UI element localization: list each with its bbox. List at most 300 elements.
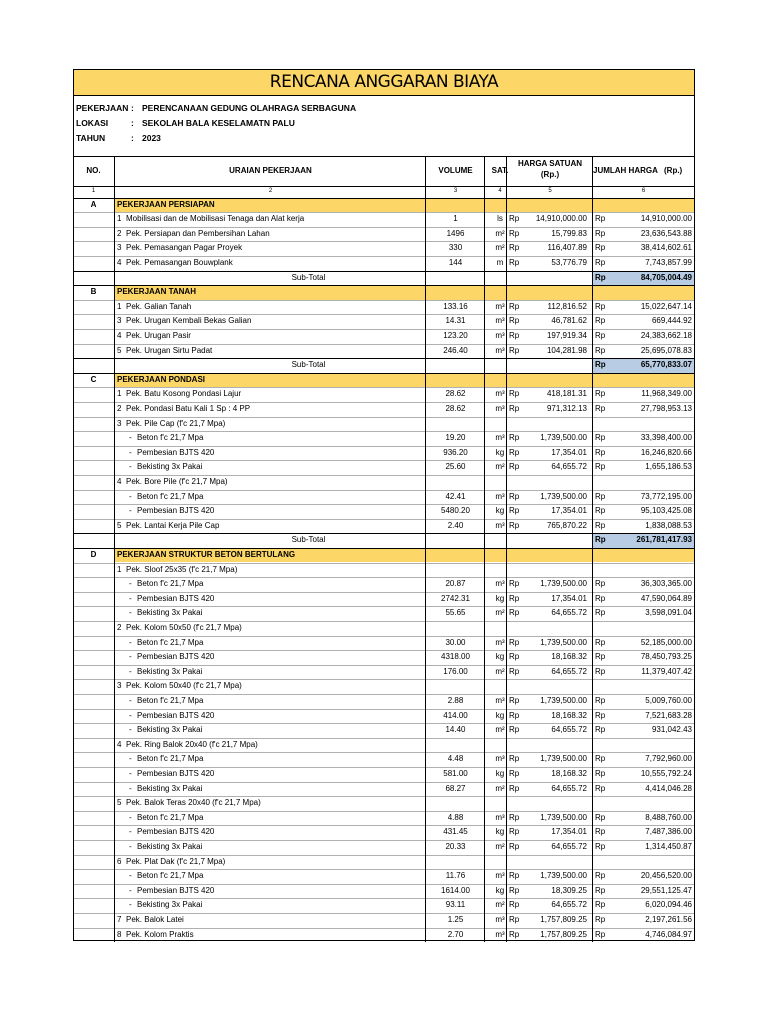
- row-divider: [74, 723, 694, 724]
- section-title: PEKERJAAN PERSIAPAN: [117, 199, 215, 209]
- item-volume: 133.16: [443, 301, 468, 311]
- item-description: Pembesian BJTS 420: [137, 447, 215, 457]
- item-volume: 28.62: [445, 403, 466, 413]
- bullet-dash: -: [129, 579, 132, 589]
- table-row: [74, 694, 694, 709]
- item-volume: 14.40: [445, 725, 466, 735]
- bullet-dash: -: [129, 900, 132, 910]
- table-row: [74, 709, 694, 724]
- currency-label: Rp: [595, 491, 606, 501]
- row-divider: [74, 694, 694, 695]
- table-row: [74, 811, 694, 826]
- row-divider: [74, 825, 694, 826]
- col-divider: [114, 156, 115, 942]
- item-unit-price: 14,910,000.00: [535, 214, 587, 224]
- row-divider: [74, 198, 694, 199]
- table-row: [74, 387, 694, 402]
- currency-label: Rp: [595, 360, 606, 370]
- info-value: PERENCANAAN GEDUNG OLAHRAGA SERBAGUNA: [142, 103, 357, 113]
- currency-label: Rp: [509, 783, 520, 793]
- table-row: [74, 446, 694, 461]
- header-harga-satuan: HARGA SATUAN: [518, 159, 582, 168]
- header-volume: VOLUME: [438, 166, 473, 175]
- currency-label: Rp: [595, 345, 606, 355]
- item-unit: kg: [495, 593, 505, 603]
- currency-label: Rp: [595, 243, 606, 253]
- currency-label: Rp: [509, 827, 520, 837]
- table-row: [74, 431, 694, 446]
- row-divider: [74, 592, 694, 593]
- item-description: Pek. Balok Latei: [126, 914, 184, 924]
- item-unit-price: 1,739,500.00: [540, 491, 587, 501]
- item-total: 10,555,792.24: [640, 768, 692, 778]
- item-number: 3: [117, 316, 122, 326]
- item-unit-price: 64,655.72: [551, 608, 587, 618]
- section-title: PEKERJAAN TANAH: [117, 287, 196, 297]
- item-unit: m²: [495, 725, 505, 735]
- item-unit: m³: [495, 345, 505, 355]
- section-header-row: [74, 373, 694, 388]
- bullet-dash: -: [129, 783, 132, 793]
- currency-label: Rp: [509, 652, 520, 662]
- item-volume: 1614.00: [441, 885, 470, 895]
- currency-label: Rp: [595, 330, 606, 340]
- item-description: Pembesian BJTS 420: [137, 710, 215, 720]
- currency-label: Rp: [509, 841, 520, 851]
- item-number: 1: [117, 214, 122, 224]
- item-unit: m²: [495, 608, 505, 618]
- currency-label: Rp: [509, 506, 520, 516]
- item-unit-price: 1,739,500.00: [540, 812, 587, 822]
- item-description: Pek. Kolom 50x40 (f'c 21,7 Mpa): [126, 681, 242, 691]
- currency-label: Rp: [509, 257, 520, 267]
- row-divider: [74, 271, 694, 272]
- item-number: 3: [117, 243, 122, 253]
- row-divider: [74, 636, 694, 637]
- item-volume: 936.20: [443, 447, 468, 457]
- item-volume: 144: [448, 257, 463, 267]
- subtotal-row: [74, 271, 694, 286]
- item-unit-price: 64,655.72: [551, 783, 587, 793]
- bullet-dash: -: [129, 593, 132, 603]
- item-number: 4: [117, 330, 122, 340]
- table-row: [74, 402, 694, 417]
- row-divider: [74, 811, 694, 812]
- table-row: [74, 563, 694, 578]
- currency-label: Rp: [509, 316, 520, 326]
- item-unit-price: 17,354.01: [551, 593, 587, 603]
- currency-label: Rp: [509, 637, 520, 647]
- item-total: 5,009,760.00: [645, 695, 692, 705]
- bullet-dash: -: [129, 666, 132, 676]
- item-total: 27,798,953.13: [640, 403, 692, 413]
- row-divider: [74, 329, 694, 330]
- item-description: Pek. Batu Kosong Pondasi Lajur: [126, 389, 242, 399]
- item-unit-price: 765,870.22: [546, 520, 587, 530]
- item-volume: 1: [453, 214, 458, 224]
- item-description: Pembesian BJTS 420: [137, 885, 215, 895]
- header-uraian: URAIAN PEKERJAAN: [229, 166, 312, 175]
- row-divider: [74, 256, 694, 257]
- currency-label: Rp: [595, 827, 606, 837]
- row-divider: [74, 417, 694, 418]
- item-total: 4,746,084.97: [645, 929, 692, 939]
- item-unit-price: 1,739,500.00: [540, 579, 587, 589]
- item-unit: m³: [495, 316, 505, 326]
- currency-label: Rp: [595, 447, 606, 457]
- table-row: [74, 782, 694, 797]
- item-total: 2,197,261.56: [645, 914, 692, 924]
- header-sat: SAT.: [491, 166, 509, 175]
- info-label: PEKERJAAN: [76, 103, 129, 113]
- item-unit-price: 18,309.25: [551, 885, 587, 895]
- currency-label: Rp: [595, 608, 606, 618]
- row-divider: [74, 884, 694, 885]
- item-unit-price: 1,739,500.00: [540, 754, 587, 764]
- currency-label: Rp: [595, 593, 606, 603]
- item-description: Pembesian BJTS 420: [137, 506, 215, 516]
- item-unit: m²: [495, 666, 505, 676]
- currency-label: Rp: [509, 666, 520, 676]
- colnum-1: 1: [91, 188, 96, 194]
- item-number: 3: [117, 681, 122, 691]
- item-unit: m³: [495, 914, 505, 924]
- item-unit: m³: [495, 301, 505, 311]
- item-volume: 2.88: [447, 695, 464, 705]
- currency-label: Rp: [509, 608, 520, 618]
- currency-label: Rp: [509, 447, 520, 457]
- item-unit-price: 46,781.62: [551, 316, 587, 326]
- item-unit-price: 17,354.01: [551, 506, 587, 516]
- currency-label: Rp: [595, 695, 606, 705]
- currency-label: Rp: [509, 593, 520, 603]
- item-total: 7,521,683.28: [645, 710, 692, 720]
- section-code: D: [90, 549, 97, 559]
- item-unit-price: 64,655.72: [551, 841, 587, 851]
- item-unit: m²: [495, 243, 505, 253]
- row-divider: [74, 840, 694, 841]
- item-total: 20,456,520.00: [640, 871, 692, 881]
- bullet-dash: -: [129, 433, 132, 443]
- document-title: RENCANA ANGGARAN BIAYA: [74, 70, 694, 96]
- item-number: 2: [117, 228, 122, 238]
- currency-label: Rp: [509, 433, 520, 443]
- item-description: Pek. Persiapan dan Pembersihan Lahan: [126, 228, 270, 238]
- currency-label: Rp: [509, 754, 520, 764]
- row-divider: [74, 782, 694, 783]
- section-code: B: [90, 287, 97, 297]
- colnum-4: 4: [498, 188, 502, 194]
- item-total: 95,103,425.08: [640, 506, 692, 516]
- header-jumlah-harga: JUMLAH HARGA: [593, 166, 658, 175]
- item-description: Bekisting 3x Pakai: [137, 608, 203, 618]
- row-divider: [74, 241, 694, 242]
- item-volume: 176.00: [443, 666, 468, 676]
- item-number: 5: [117, 798, 122, 808]
- currency-label: Rp: [509, 389, 520, 399]
- item-unit-price: 17,354.01: [551, 827, 587, 837]
- row-divider: [74, 563, 694, 564]
- item-description: Pek. Pondasi Batu Kali 1 Sp : 4 PP: [126, 403, 251, 413]
- row-divider: [74, 387, 694, 388]
- item-total: 4,414,046.28: [645, 783, 692, 793]
- bullet-dash: -: [129, 710, 132, 720]
- item-total: 52,185,000.00: [640, 637, 692, 647]
- item-description: Pek. Ring Balok 20x40 (f'c 21,7 Mpa): [126, 739, 258, 749]
- currency-label: Rp: [595, 579, 606, 589]
- table-row: [74, 723, 694, 738]
- item-unit: m²: [495, 900, 505, 910]
- table-row: [74, 636, 694, 651]
- item-volume: 55.65: [445, 608, 466, 618]
- section-code: A: [90, 199, 97, 209]
- row-divider: [74, 577, 694, 578]
- row-divider: [74, 475, 694, 476]
- item-unit-price: 104,281.98: [546, 345, 587, 355]
- item-volume: 25.60: [445, 462, 466, 472]
- item-unit: m³: [495, 403, 505, 413]
- item-total: 47,590,064.89: [640, 593, 692, 603]
- item-description: Pek. Pile Cap (f'c 21,7 Mpa): [126, 418, 226, 428]
- table-row: [74, 650, 694, 665]
- table-row: [74, 928, 694, 943]
- currency-label: Rp: [509, 768, 520, 778]
- table-row: [74, 606, 694, 621]
- info-label: LOKASI: [76, 118, 109, 128]
- currency-label: Rp: [509, 345, 520, 355]
- item-volume: 93.11: [445, 900, 466, 910]
- item-description: Beton f'c 21,7 Mpa: [137, 433, 204, 443]
- bullet-dash: -: [129, 885, 132, 895]
- item-description: Pembesian BJTS 420: [137, 768, 215, 778]
- currency-label: Rp: [595, 535, 606, 545]
- item-unit-price: 18,168.32: [551, 710, 587, 720]
- item-description: Pek. Urugan Sirtu Padat: [126, 345, 213, 355]
- item-unit: m²: [495, 783, 505, 793]
- currency-label: Rp: [509, 214, 520, 224]
- table-row: [74, 212, 694, 227]
- bullet-dash: -: [129, 841, 132, 851]
- col-divider: [425, 156, 426, 942]
- item-description: Bekisting 3x Pakai: [137, 725, 203, 735]
- item-unit-price: 1,757,809.25: [540, 914, 587, 924]
- currency-label: Rp: [509, 243, 520, 253]
- item-unit-price: 1,739,500.00: [540, 871, 587, 881]
- item-description: Pembesian BJTS 420: [137, 593, 215, 603]
- item-description: Beton f'c 21,7 Mpa: [137, 812, 204, 822]
- subtotal-value: 65,770,833.07: [640, 360, 692, 370]
- currency-label: Rp: [595, 316, 606, 326]
- row-divider: [74, 519, 694, 520]
- item-unit: kg: [495, 885, 505, 895]
- item-unit: kg: [495, 827, 505, 837]
- item-unit-price: 1,757,809.25: [540, 929, 587, 939]
- currency-label: Rp: [595, 506, 606, 516]
- row-divider: [74, 212, 694, 213]
- item-unit-price: 116,407.89: [547, 243, 587, 253]
- info-value: SEKOLAH BALA KESELAMATN PALU: [142, 118, 295, 128]
- item-description: Pek. Pemasangan Pagar Proyek: [126, 243, 243, 253]
- currency-label: Rp: [509, 710, 520, 720]
- item-description: Pek. Galian Tanah: [126, 301, 192, 311]
- currency-label: Rp: [595, 301, 606, 311]
- table-row: [74, 475, 694, 490]
- colnum-5: 5: [548, 188, 552, 194]
- header-no: NO.: [86, 166, 101, 175]
- item-volume: 123.20: [443, 330, 468, 340]
- item-unit: kg: [495, 652, 505, 662]
- row-divider: [74, 752, 694, 753]
- item-unit: m³: [495, 812, 505, 822]
- currency-label: Rp: [509, 301, 520, 311]
- currency-label: Rp: [509, 812, 520, 822]
- item-number: 5: [117, 520, 122, 530]
- row-divider: [74, 621, 694, 622]
- item-unit: m³: [495, 520, 505, 530]
- table-row: [74, 344, 694, 359]
- item-total: 15,022,647.14: [640, 301, 692, 311]
- item-total: 669,444.92: [651, 316, 692, 326]
- item-unit: m³: [495, 389, 505, 399]
- colnum-2: 2: [268, 188, 273, 194]
- item-volume: 1.25: [447, 914, 464, 924]
- item-unit: m³: [495, 929, 505, 939]
- row-divider: [74, 344, 694, 345]
- item-number: 1: [117, 301, 122, 311]
- table-row: [74, 314, 694, 329]
- item-unit-price: 1,739,500.00: [540, 695, 587, 705]
- item-unit-price: 18,168.32: [551, 652, 587, 662]
- item-unit: ls: [497, 214, 503, 224]
- row-divider: [74, 738, 694, 739]
- currency-label: Rp: [509, 403, 520, 413]
- subtotal-label: Sub-Total: [291, 272, 326, 282]
- item-volume: 4.48: [447, 754, 464, 764]
- col-divider: [592, 156, 593, 942]
- bullet-dash: -: [129, 725, 132, 735]
- item-unit-price: 18,168.32: [551, 768, 587, 778]
- bullet-dash: -: [129, 768, 132, 778]
- item-description: Bekisting 3x Pakai: [137, 783, 203, 793]
- item-unit: m³: [495, 491, 505, 501]
- table-row: [74, 227, 694, 242]
- item-total: 14,910,000.00: [640, 214, 692, 224]
- item-unit: m²: [495, 841, 505, 851]
- table-row: [74, 796, 694, 811]
- item-description: Pek. Bore Pile (f'c 21,7 Mpa): [126, 476, 228, 486]
- item-number: 5: [117, 345, 122, 355]
- item-volume: 68.27: [445, 783, 466, 793]
- item-unit: m³: [495, 637, 505, 647]
- info-colon: :: [131, 133, 134, 143]
- currency-label: Rp: [595, 710, 606, 720]
- item-volume: 19.20: [445, 433, 466, 443]
- row-divider: [74, 679, 694, 680]
- currency-label: Rp: [509, 228, 520, 238]
- currency-label: Rp: [595, 929, 606, 939]
- currency-label: Rp: [509, 520, 520, 530]
- table-row: [74, 460, 694, 475]
- row-divider: [74, 373, 694, 374]
- currency-label: Rp: [595, 403, 606, 413]
- item-unit-price: 1,739,500.00: [540, 433, 587, 443]
- item-number: 3: [117, 418, 122, 428]
- subtotal-row: [74, 533, 694, 548]
- item-unit-price: 418,181.31: [546, 389, 587, 399]
- table-row: [74, 592, 694, 607]
- currency-label: Rp: [509, 725, 520, 735]
- item-total: 16,246,820.66: [640, 447, 692, 457]
- bullet-dash: -: [129, 812, 132, 822]
- table-row: [74, 825, 694, 840]
- item-number: 6: [117, 856, 122, 866]
- item-volume: 581.00: [443, 768, 468, 778]
- item-total: 11,379,407.42: [641, 666, 692, 676]
- item-total: 73,772,195.00: [640, 491, 692, 501]
- bullet-dash: -: [129, 871, 132, 881]
- info-colon: :: [131, 103, 134, 113]
- subtotal-row: [74, 358, 694, 373]
- item-total: 7,487,386.00: [645, 827, 692, 837]
- row-divider: [74, 898, 694, 899]
- table-row: [74, 752, 694, 767]
- subtotal-value: 84,705,004.49: [640, 272, 692, 282]
- currency-label: Rp: [595, 812, 606, 822]
- item-volume: 14.31: [445, 316, 466, 326]
- item-volume: 5480.20: [441, 506, 470, 516]
- currency-label: Rp: [595, 433, 606, 443]
- header-jumlah-unit: (Rp.): [664, 166, 683, 175]
- item-total: 78,450,793.25: [640, 652, 692, 662]
- item-description: Pek. Kolom Praktis: [126, 929, 194, 939]
- item-unit: m³: [495, 433, 505, 443]
- item-number: 2: [117, 403, 122, 413]
- item-total: 7,743,857.99: [645, 257, 692, 267]
- item-volume: 28.62: [445, 389, 466, 399]
- bullet-dash: -: [129, 695, 132, 705]
- item-unit-price: 971,312.13: [546, 403, 587, 413]
- item-total: 6,020,094.46: [645, 900, 692, 910]
- row-divider: [74, 314, 694, 315]
- item-number: 1: [117, 389, 122, 399]
- item-description: Mobilisasi dan de Mobilisasi Tenaga dan Alat kerja: [126, 214, 305, 224]
- table-row: [74, 621, 694, 636]
- item-volume: 11.76: [445, 871, 466, 881]
- item-unit-price: 15,799.83: [551, 228, 587, 238]
- item-total: 11,968,349.00: [641, 389, 692, 399]
- currency-label: Rp: [509, 695, 520, 705]
- currency-label: Rp: [509, 579, 520, 589]
- table-row: [74, 504, 694, 519]
- subtotal-value: 261,781,417.93: [636, 535, 692, 545]
- item-description: Beton f'c 21,7 Mpa: [137, 695, 204, 705]
- item-description: Beton f'c 21,7 Mpa: [137, 579, 204, 589]
- item-unit: kg: [495, 768, 505, 778]
- row-divider: [74, 665, 694, 666]
- bullet-dash: -: [129, 608, 132, 618]
- item-volume: 20.33: [445, 841, 466, 851]
- col-divider: [506, 156, 507, 942]
- item-volume: 414.00: [443, 710, 468, 720]
- item-total: 7,792,960.00: [645, 754, 692, 764]
- bullet-dash: -: [129, 652, 132, 662]
- currency-label: Rp: [509, 330, 520, 340]
- row-divider: [74, 358, 694, 359]
- item-volume: 330: [448, 243, 463, 253]
- row-divider: [74, 650, 694, 651]
- item-total: 1,838,088.53: [645, 520, 692, 530]
- item-unit-price: 64,655.72: [551, 666, 587, 676]
